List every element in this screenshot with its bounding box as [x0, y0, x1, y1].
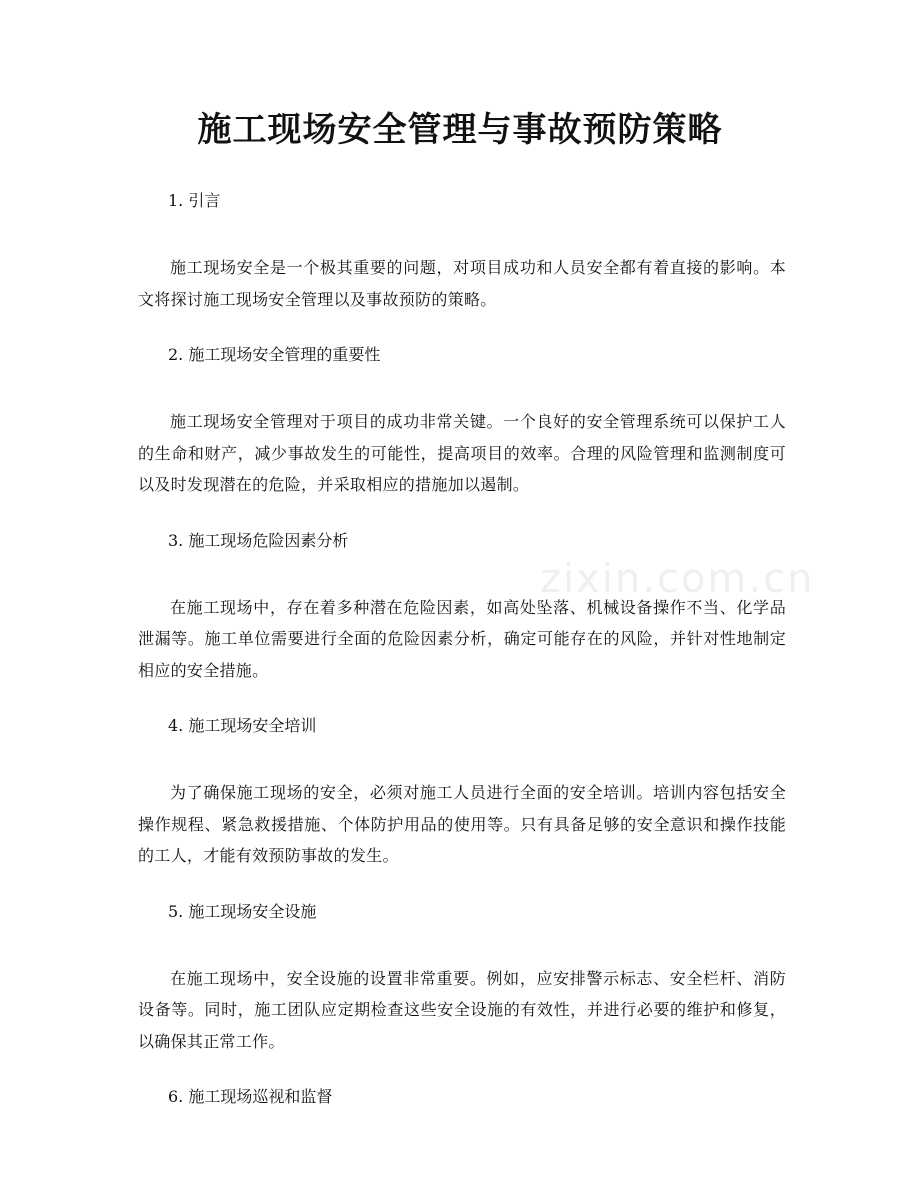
section-heading: 6. 施工现场巡视和监督 — [168, 1087, 333, 1106]
section-paragraph: 施工现场安全管理对于项目的成功非常关键。一个良好的安全管理系统可以保护工人的生命和财产，减少事故发生的可能性，提高项目的效率。合理的风险管理和监测制度可以及时发现潜在的危险，并采取相应的措施加以遏制。 — [138, 412, 786, 494]
section-paragraph: 为了确保施工现场的安全，必须对施工人员进行全面的安全培训。培训内容包括安全操作规程、紧急救援措施、个体防护用品的使用等。只有具备足够的安全意识和操作技能的工人，才能有效预防事故的发生。 — [138, 783, 786, 865]
spacer — [138, 501, 786, 526]
spacer — [138, 686, 786, 711]
spacer — [138, 315, 786, 340]
section-heading: 1. 引言 — [168, 191, 221, 210]
section-heading: 4. 施工现场安全培训 — [168, 716, 317, 735]
document-title: 施工现场安全管理与事故预防策略 — [197, 110, 723, 150]
spacer — [138, 872, 786, 897]
spacer — [138, 1057, 786, 1082]
spacer — [138, 741, 786, 777]
watermark: zixin.com.cn — [540, 556, 815, 602]
section-paragraph: 在施工现场中，存在着多种潜在危险因素，如高处坠落、机械设备操作不当、化学品泄漏等。施工单位需要进行全面的危险因素分析，确定可能存在的风险，并针对性地制定相应的安全措施。 — [138, 597, 786, 680]
section-paragraph: 施工现场安全是一个极其重要的问题，对项目成功和人员安全都有着直接的影响。本文将探讨施工现场安全管理以及事故预防的策略。 — [138, 258, 786, 309]
section-heading: 2. 施工现场安全管理的重要性 — [168, 345, 381, 364]
spacer — [138, 216, 786, 252]
spacer — [138, 927, 786, 963]
document-body — [138, 186, 786, 1112]
spacer — [138, 556, 786, 592]
section-paragraph: 在施工现场中，安全设施的设置非常重要。例如，应安排警示标志、安全栏杆、消防设备等。同时，施工团队应定期检查这些安全设施的有效性，并进行必要的维护和修复，以确保其正常工作。 — [138, 968, 786, 1051]
section-heading: 3. 施工现场危险因素分析 — [168, 530, 349, 550]
spacer — [138, 370, 786, 406]
section-heading: 5. 施工现场安全设施 — [168, 901, 317, 921]
